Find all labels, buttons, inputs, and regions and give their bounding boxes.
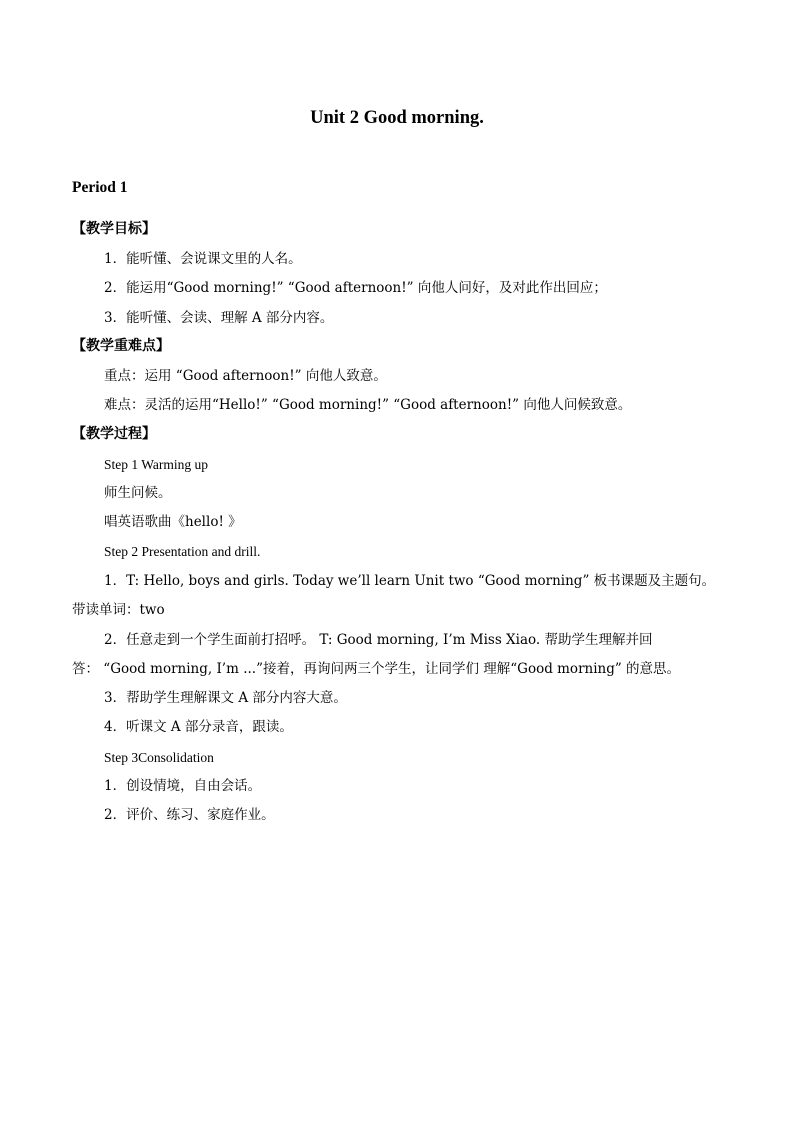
step1-title: Step 1 Warming up bbox=[104, 457, 209, 472]
period-label: Period 1 bbox=[72, 179, 128, 196]
key-points-heading: 【教学重难点】 bbox=[72, 338, 170, 354]
document-title: Unit 2 Good morning. bbox=[310, 108, 484, 128]
objective-item-2: 2．能运用“Good morning!” “Good afternoon!” 向他人问好，及对此作出回应； bbox=[104, 280, 607, 296]
key-point-line: 重点：运用 “Good afternoon!” 向他人致意。 bbox=[104, 368, 387, 384]
step1-line-2: 唱英语歌曲《hello! 》 bbox=[104, 514, 242, 530]
step2-item-1-line-1: 1．T: Hello, boys and girls. Today we’ll learn Unit two “Good morning” 板书课题及主题句。 bbox=[104, 573, 716, 589]
objectives-heading: 【教学目标】 bbox=[72, 221, 156, 237]
step2-item-2-line-2: 答： “Good morning, I’m ...”接着，再询问两三个学生，让同学们 理解“Good morning” 的意思。 bbox=[72, 661, 681, 677]
step2-item-1-line-2: 带读单词：two bbox=[72, 602, 165, 618]
step2-title: Step 2 Presentation and drill. bbox=[104, 544, 261, 559]
step1-line-1: 师生问候。 bbox=[104, 485, 172, 501]
step3-item-1: 1．创设情境，自由会话。 bbox=[104, 778, 262, 794]
step2-item-2-line-1: 2．任意走到一个学生面前打招呼。 T: Good morning, I’m Miss Xiao. 帮助学生理解并回 bbox=[104, 632, 653, 648]
step3-item-2: 2．评价、练习、家庭作业。 bbox=[104, 807, 275, 823]
objective-item-1: 1．能听懂、会说课文里的人名。 bbox=[104, 251, 302, 267]
step2-item-3: 3．帮助学生理解课文 A 部分内容大意。 bbox=[104, 690, 347, 706]
process-heading: 【教学过程】 bbox=[72, 426, 156, 442]
step3-title: Step 3Consolidation bbox=[104, 750, 214, 765]
step2-item-4: 4．听课文 A 部分录音，跟读。 bbox=[104, 719, 293, 735]
objective-item-3: 3．能听懂、会读、理解 A 部分内容。 bbox=[104, 310, 334, 326]
difficult-point-line: 难点：灵活的运用“Hello!” “Good morning!” “Good afternoon!” 向他人问候致意。 bbox=[104, 397, 632, 413]
